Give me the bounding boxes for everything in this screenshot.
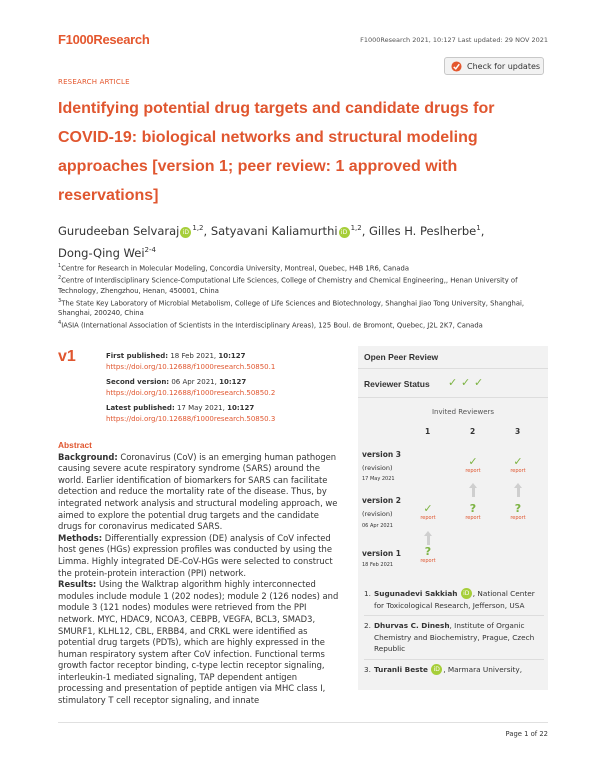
affiliations [58,261,558,330]
author-sep: , [203,223,211,238]
reviewer-col-2: 2 [470,427,476,436]
open-peer-review-panel [358,346,548,690]
background-label: Background: [58,451,118,462]
up-arrow-icon [517,487,520,497]
methods-label: Methods: [58,532,103,543]
latest-published-label: Latest published: [106,403,175,412]
header-meta: F1000Research 2021, 10:127 Last updated: 29 NOV 2021 [360,36,548,44]
background-text: Coronavirus (CoV) is an emerging human pathogen causing severe acute respiratory syndrome (SARS) around the world. Earlier identification of biomarkers for SARS can facilitate detection and reduce the mortality rate of the disease. Thus, by integrated network analysis and structural modeling approach, we aimed to explore the potential drug targets and the candidate drugs for coronavirus medicated SARS. [58,451,338,532]
author-sep: , [480,223,485,238]
check-icon: ✓ [513,455,523,468]
check-updates-button[interactable] [444,57,544,75]
article-type: RESEARCH ARTICLE [58,78,130,86]
status-check-icon: ✓ [474,376,484,389]
doi-link[interactable]: https://doi.org/10.12688/f1000research.50850.1 [106,363,276,372]
doi-link[interactable]: https://doi.org/10.12688/f1000research.50850.3 [106,415,276,424]
orcid-icon[interactable]: iD [431,664,442,675]
reviewer-num: 2. [364,621,371,631]
version-sub: (revision) [362,464,393,472]
check-icon: ✓ [423,502,433,515]
affil-num: 1 [58,263,62,269]
methods-text: Differentially expression (DE) analysis of CoV infected host genes (HGs) expression profiles was conducted by using the Limma. Highly integrated DE-CoV-HGs were selected to construct the protein-protein interaction (PPI) network. [58,532,333,578]
first-published-date: 18 Feb 2021, [168,352,219,360]
second-version-ref: 10:127 [219,377,247,386]
divider [358,368,548,369]
report-link[interactable]: report [420,515,436,521]
version-date: 06 Apr 2021 [362,523,393,529]
question-icon: ? [514,502,522,515]
article-title: Identifying potential drug targets and candidate drugs for COVID-19: biological networks and structural modeling approaches [version 1; peer review: 1 approved with reservations] [58,100,495,204]
report-link[interactable]: report [465,468,481,474]
reviewer-list [364,588,544,680]
publication-history [106,351,346,429]
review-reservations[interactable] [459,503,487,521]
author-affil-sup: 2-4 [144,245,156,254]
affiliation [58,296,558,318]
up-arrow-icon [472,487,475,497]
author-affil-sup: 1,2 [192,224,204,232]
author-sep: , [361,223,370,238]
reviewer-item [364,620,544,655]
affiliation [58,318,558,330]
report-link[interactable]: report [465,515,481,521]
first-published [106,351,346,374]
version-label: version 3 [362,450,402,459]
version-label: version 2 [362,496,402,505]
reviewer-affil: , National Center for Toxicological Research, Jefferson, USA [374,589,535,610]
review-reservations[interactable] [504,503,532,521]
latest-published-ref: 10:127 [227,403,255,412]
opr-title: Open Peer Review [364,352,439,362]
doi-link[interactable]: https://doi.org/10.12688/f1000research.50850.2 [106,389,276,398]
version-sub: (revision) [362,510,393,518]
affil-text: The State Key Laboratory of Microbial Metabolism, College of Life Sciences and Biotechnology, Shanghai Jiao Tong University, Shanghai, Shanghai, 200240, China [58,298,525,317]
orcid-icon[interactable]: iD [339,227,350,238]
affil-text: IASIA (International Association of Scientists in the Interdisciplinary Areas), 125 Boul. de Bromont, Quebec, J2L 2K7, Canada [61,321,483,330]
reviewer-item [364,588,544,611]
first-published-ref: 10:127 [218,352,246,360]
author-affil-sup: 1 [476,224,481,232]
second-version-date: 06 Apr 2021, [169,377,220,386]
second-version [106,377,346,400]
reviewer-item [364,664,544,676]
review-approved[interactable] [459,456,487,474]
divider [358,397,548,398]
orcid-icon[interactable]: iD [180,227,191,238]
report-link[interactable]: report [420,558,436,564]
question-icon: ? [469,502,477,515]
abstract-methods [58,533,342,579]
results-label: Results: [58,579,97,590]
affiliation [58,273,558,295]
question-icon: ? [424,545,432,558]
check-updates-label: Check for updates [467,61,541,71]
latest-published [106,403,346,426]
reviewer-status-label: Reviewer Status [364,379,430,389]
crossmark-icon [451,61,462,72]
version-date: 18 Feb 2021 [362,562,394,568]
review-reservations[interactable] [414,546,442,564]
first-published-label: First published: [106,352,169,360]
reviewer-affil: , Marmara University, [443,664,523,674]
reviewer-col-1: 1 [425,427,431,436]
orcid-icon[interactable]: iD [461,588,472,599]
status-check-icon: ✓ [448,376,458,389]
reviewer-col-3: 3 [515,427,521,436]
author[interactable]: Satyavani Kaliamurthi [210,223,338,238]
results-text: Using the Walktrap algorithm highly interconnected modules include module 1 (202 nodes); module 2 (126 nodes) and module 3 (121 nodes) modules were retrieved from the PPI network. MYC, HDAC9, NCOA3, CEBPB, VEGFA, BCL3, SMAD3, SMURF1, KLHL12, CBL, ERBB4, and CRKL were identified as potential drug targets (PDTs), which are highly expressed in the human respiratory system after CoV infection. Functional terms growth factor receptor binding, c-type lectin receptor signaling, interleukin-1 mediated signaling, TAP dependent antigen processing and presentation of peptide antigen via MHC class I, stimulatory T cell receptor signaling, and innate [58,579,339,706]
divider [364,615,544,616]
abstract-results [58,579,342,707]
reviewer-affil: , Institute of Organic Chemistry and Biochemistry, Prague, Czech Republic [374,621,535,654]
up-arrow-icon [427,535,430,545]
reviewer-num: 3. [364,664,371,674]
version-label: version 1 [362,549,402,558]
reviewer-text [374,588,544,611]
author[interactable]: Dong-Qing Wei [58,245,145,260]
reviewer-text [374,664,522,676]
author-list [58,219,548,263]
page-number: Page 1 of 22 [505,730,548,738]
report-link[interactable]: report [510,468,526,474]
footer-divider [58,722,548,723]
review-approved[interactable] [504,456,532,474]
affiliation [58,261,558,273]
reviewer-num: 1. [364,589,371,598]
author[interactable]: Gilles H. Peslherbe [369,223,477,238]
affil-text: Centre of Interdisciplinary Science-Computational Life Sciences, College of Chemistry and Chemical Engineering,, Henan University of Technology, Zhengzhou, Henan, 450001, China [58,276,518,295]
author-affil-sup: 1,2 [350,224,362,232]
reviewer-name[interactable]: Dhurvas C. Dinesh [374,621,450,631]
version-date: 17 May 2021 [362,476,395,482]
abstract-background [58,452,342,533]
journal-logo: F1000Research [58,32,150,47]
review-approved[interactable] [414,503,442,521]
author[interactable]: Gurudeeban Selvaraj [58,223,180,238]
second-version-label: Second version: [106,377,170,386]
version-badge: v1 [58,348,76,365]
divider [364,659,544,660]
affil-num: 4 [58,319,62,326]
reviewer-name[interactable]: Sugunadevi Sakkiah [374,589,458,598]
affil-num: 3 [58,297,62,304]
status-check-icon: ✓ [461,376,471,389]
report-link[interactable]: report [510,515,526,521]
abstract-heading: Abstract [58,440,92,450]
affil-text: Centre for Research in Molecular Modeling, Concordia University, Montreal, Quebec, H4B 1R6, Canada [61,264,409,273]
reviewer-text [374,620,544,655]
invited-reviewers-label: Invited Reviewers [431,408,495,416]
affil-num: 2 [58,275,62,282]
reviewer-name[interactable]: Turanli Beste [374,664,428,674]
check-icon: ✓ [468,455,478,468]
latest-published-date: 17 May 2021, [174,403,228,412]
abstract [58,440,342,707]
